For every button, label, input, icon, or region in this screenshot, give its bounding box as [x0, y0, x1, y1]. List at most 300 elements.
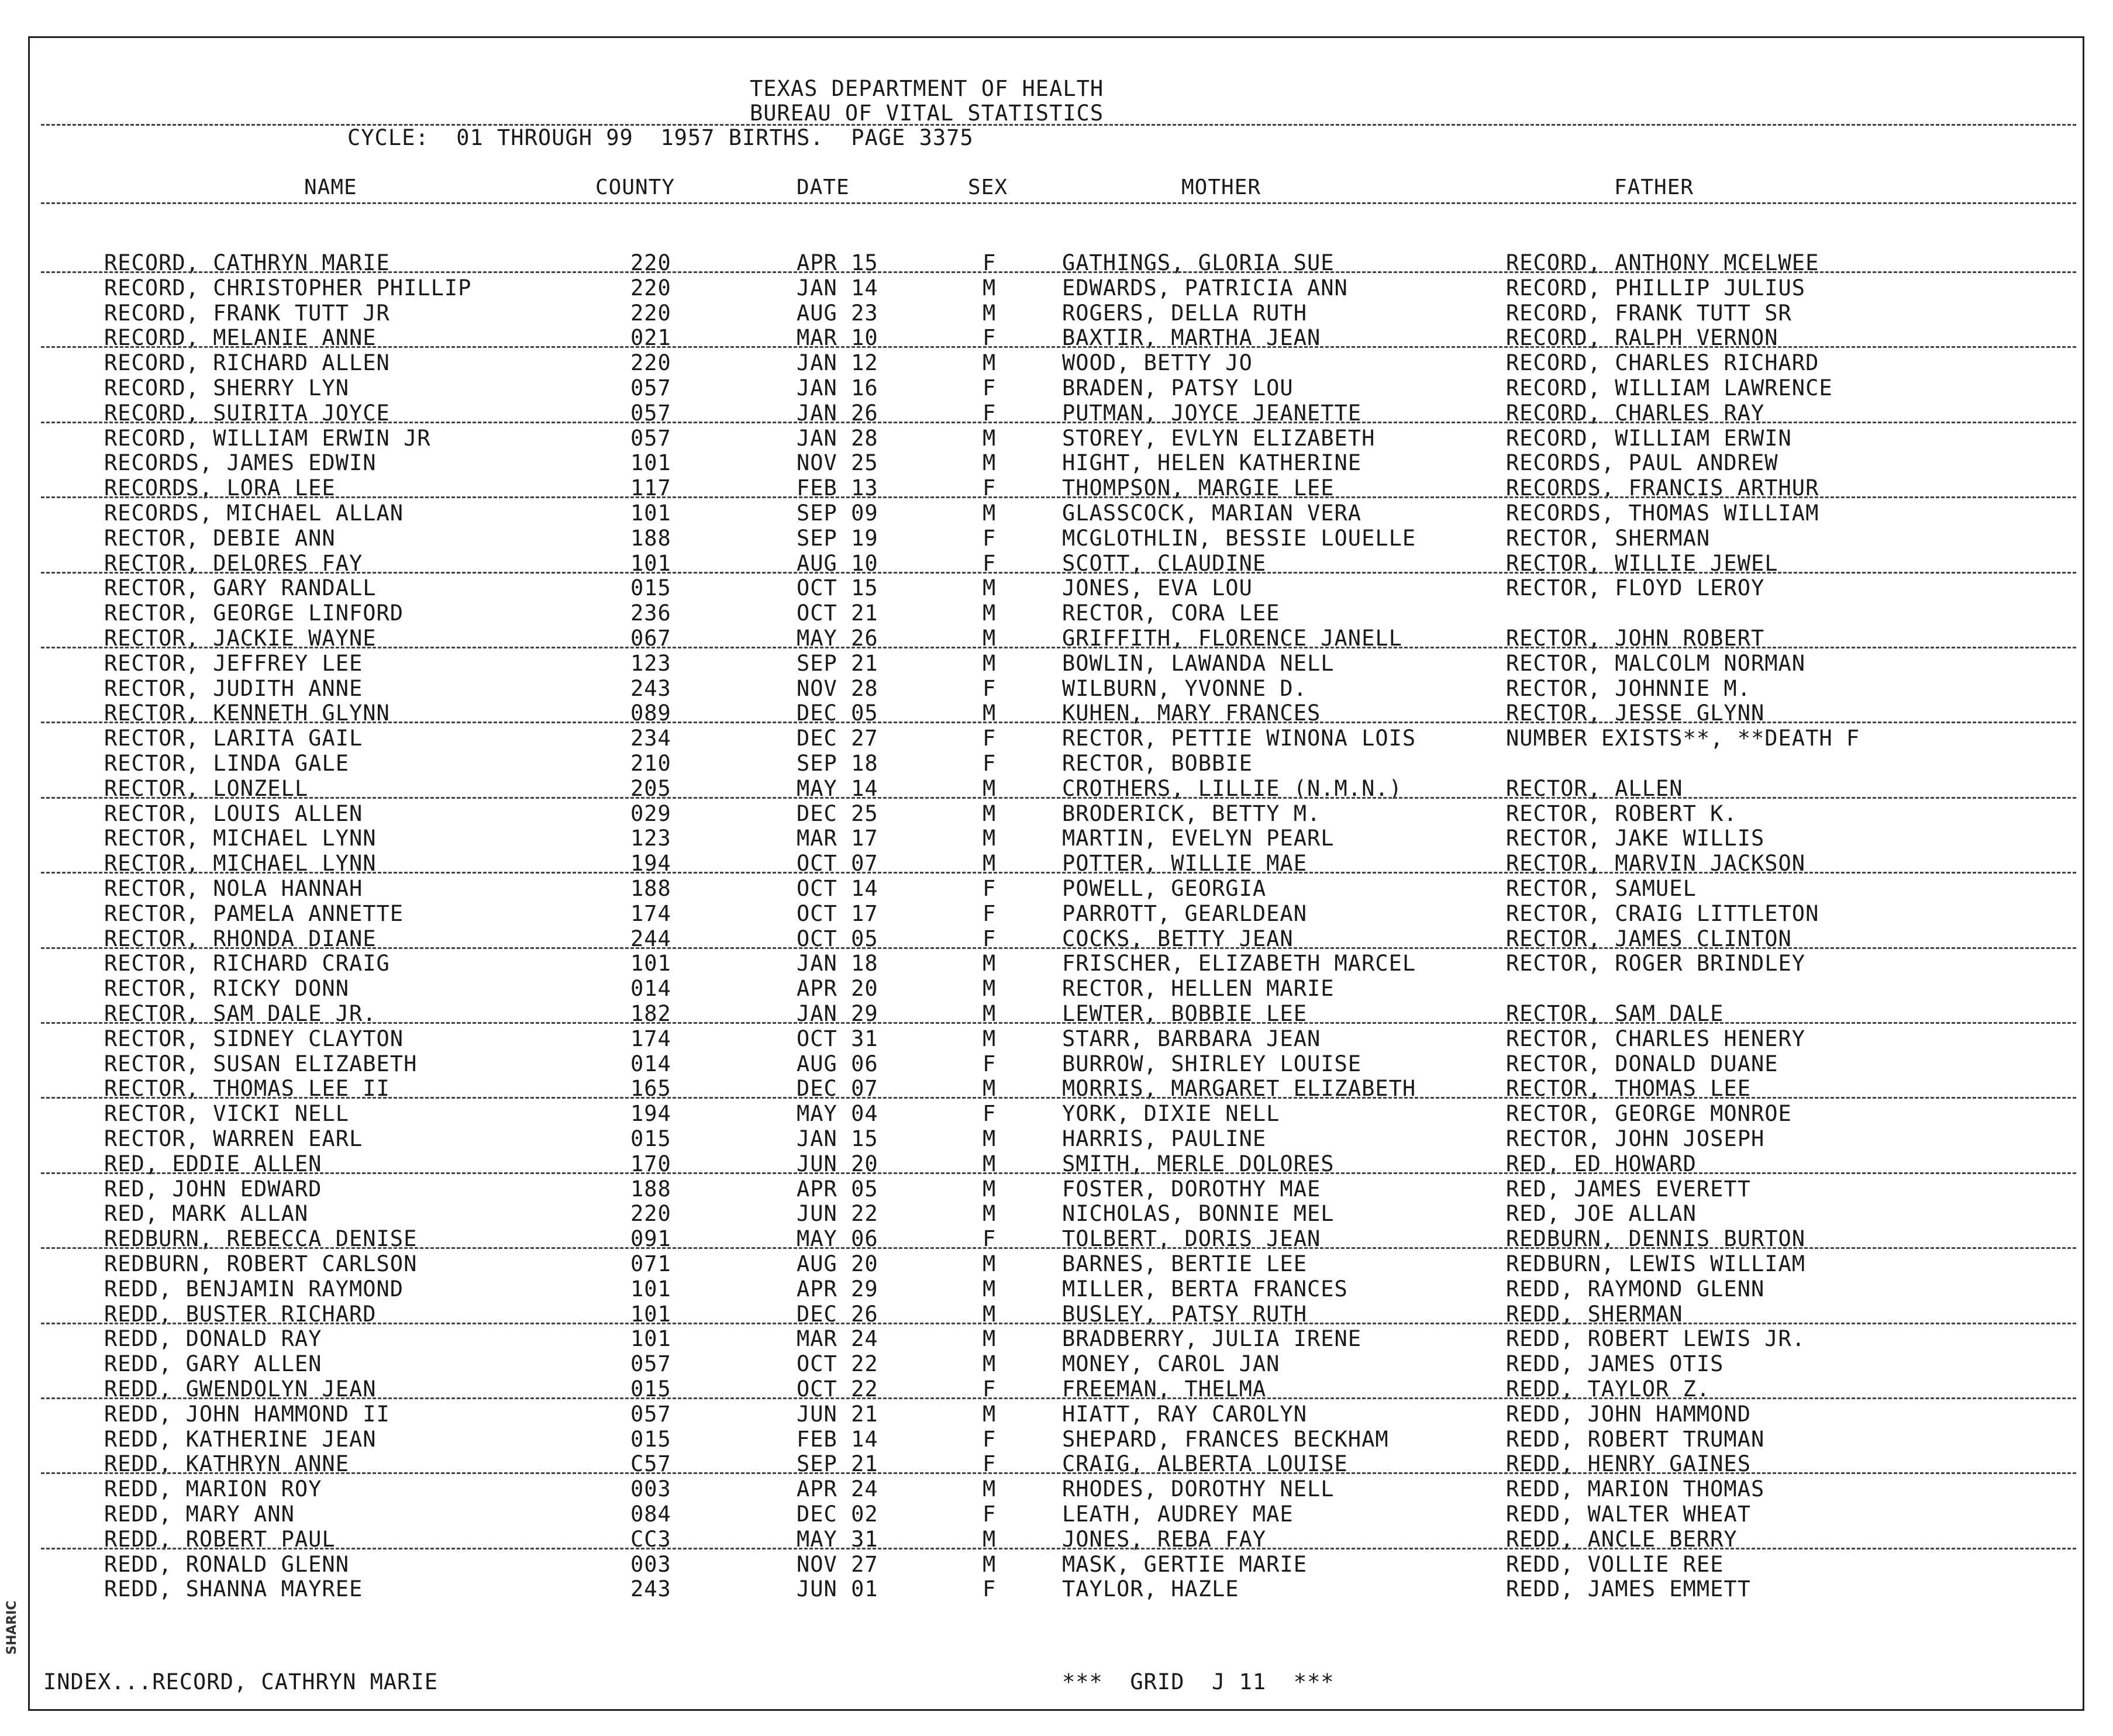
cell-father: REDD, HENRY GAINES	[1506, 1451, 1751, 1477]
cell-mother: BURROW, SHIRLEY LOUISE	[1062, 1051, 1362, 1076]
cell-mother: CROTHERS, LILLIE (N.M.N.)	[1062, 775, 1402, 801]
table-row	[0, 275, 2105, 301]
cell-date: MAY 06	[797, 1226, 878, 1252]
cell-mother: SCOTT, CLAUDINE	[1062, 550, 1267, 576]
row-group-divider	[41, 1022, 2076, 1024]
cell-name: RECTOR, DELORES FAY	[104, 550, 363, 576]
table-row	[0, 375, 2105, 401]
table-row	[0, 1051, 2105, 1076]
table-row	[0, 301, 2105, 326]
row-group-divider	[41, 797, 2076, 799]
cell-sex: F	[983, 1576, 997, 1602]
cell-mother: POTTER, WILLIE MAE	[1062, 851, 1307, 876]
cell-father: RED, JAMES EVERETT	[1506, 1176, 1751, 1202]
cell-sex: M	[983, 1351, 997, 1377]
cell-county: 015	[630, 1126, 671, 1151]
table-row	[0, 976, 2105, 1001]
cell-mother: LEWTER, BOBBIE LEE	[1062, 1001, 1307, 1026]
cell-father: RECTOR, DONALD DUANE	[1506, 1051, 1778, 1076]
cell-county: 220	[630, 1201, 671, 1227]
table-row	[0, 676, 2105, 701]
cell-name: RECTOR, MICHAEL LYNN	[104, 826, 377, 851]
cell-name: RECTOR, PAMELA ANNETTE	[104, 900, 404, 926]
cell-sex: M	[983, 501, 997, 526]
cell-name: RECTOR, LOUIS ALLEN	[104, 800, 363, 826]
cell-county: 057	[630, 1401, 671, 1427]
cell-name: REDD, SHANNA MAYREE	[104, 1576, 363, 1602]
cell-name: REDD, BENJAMIN RAYMOND	[104, 1276, 404, 1302]
cell-name: REDD, GARY ALLEN	[104, 1351, 322, 1377]
cell-date: OCT 22	[797, 1351, 878, 1377]
cell-name: RECORDS, MICHAEL ALLAN	[104, 501, 404, 526]
cell-date: APR 20	[797, 976, 878, 1002]
cell-father: RECTOR, FLOYD LEROY	[1506, 575, 1765, 601]
cell-sex: F	[983, 1101, 997, 1127]
cell-date: OCT 05	[797, 926, 878, 951]
cell-mother: HARRIS, PAULINE	[1062, 1126, 1267, 1151]
table-row	[0, 1126, 2105, 1151]
table-row	[0, 1476, 2105, 1502]
cell-father: RECTOR, ROBERT K.	[1506, 800, 1738, 826]
cell-father: RECTOR, CRAIG LITTLETON	[1506, 900, 1819, 926]
cell-mother: WILBURN, YVONNE D.	[1062, 675, 1307, 701]
cell-sex: M	[983, 1251, 997, 1276]
cell-mother: BOWLIN, LAWANDA NELL	[1062, 650, 1335, 676]
cell-father: RECTOR, JESSE GLYNN	[1506, 700, 1765, 726]
cell-date: OCT 15	[797, 575, 878, 601]
cell-county: 123	[630, 650, 671, 676]
cell-mother: BRADBERRY, JULIA IRENE	[1062, 1326, 1362, 1352]
table-row	[0, 1176, 2105, 1202]
cell-father: REDD, ROBERT LEWIS JR.	[1506, 1326, 1806, 1352]
cell-father: RED, ED HOWARD	[1506, 1151, 1697, 1176]
row-group-divider	[41, 422, 2076, 423]
table-row	[0, 1502, 2105, 1527]
cell-date: JUN 01	[797, 1576, 878, 1602]
cell-mother: JONES, EVA LOU	[1062, 575, 1253, 601]
cell-date: MAY 31	[797, 1526, 878, 1552]
cell-father: RECORD, PHILLIP JULIUS	[1506, 275, 1806, 301]
cell-sex: M	[983, 976, 997, 1002]
cell-father: RECTOR, JOHN JOSEPH	[1506, 1126, 1765, 1151]
cell-sex: M	[983, 1301, 997, 1327]
cell-mother: RECTOR, HELLEN MARIE	[1062, 976, 1335, 1002]
cell-county: 015	[630, 1426, 671, 1452]
cell-county: 117	[630, 475, 671, 501]
table-row	[0, 350, 2105, 375]
cell-date: APR 05	[797, 1176, 878, 1202]
cell-date: JUN 20	[797, 1151, 878, 1176]
cell-county: 220	[630, 275, 671, 301]
cell-county: 236	[630, 600, 671, 626]
row-group-divider	[41, 496, 2076, 498]
cell-mother: GLASSCOCK, MARIAN VERA	[1062, 501, 1362, 526]
cell-name: RECORD, CATHRYN MARIE	[104, 250, 390, 275]
cell-sex: M	[983, 450, 997, 476]
cell-name: RECTOR, LINDA GALE	[104, 751, 349, 776]
cell-county: 182	[630, 1001, 671, 1026]
table-row	[0, 1576, 2105, 1602]
table-row	[0, 1026, 2105, 1051]
cell-date: SEP 18	[797, 751, 878, 776]
cell-sex: M	[983, 1551, 997, 1577]
cell-mother: MASK, GERTIE MARIE	[1062, 1551, 1307, 1577]
col-header-date: DATE	[797, 175, 850, 199]
col-header-father: FATHER	[1614, 175, 1694, 199]
cell-date: JAN 28	[797, 425, 878, 451]
row-group-divider	[41, 647, 2076, 648]
table-row	[0, 575, 2105, 600]
cell-county: 101	[630, 951, 671, 976]
cell-father: RECTOR, WILLIE JEWEL	[1506, 550, 1778, 576]
cell-father: RECORD, RALPH VERNON	[1506, 325, 1778, 351]
cell-mother: LEATH, AUDREY MAE	[1062, 1502, 1294, 1527]
cell-date: SEP 21	[797, 650, 878, 676]
cell-county: 205	[630, 775, 671, 801]
cell-sex: F	[983, 1426, 997, 1452]
header-title: TEXAS DEPARTMENT OF HEALTH	[750, 76, 1104, 101]
col-header-name: NAME	[304, 175, 357, 199]
cell-name: REDD, DONALD RAY	[104, 1326, 322, 1352]
cell-county: 101	[630, 550, 671, 576]
col-header-county: COUNTY	[595, 175, 675, 199]
table-row	[0, 1276, 2105, 1302]
cell-county: CC3	[630, 1526, 671, 1552]
cell-date: MAY 14	[797, 775, 878, 801]
cell-sex: M	[983, 851, 997, 876]
cell-sex: F	[983, 375, 997, 401]
cell-county: 220	[630, 350, 671, 376]
cell-date: DEC 27	[797, 726, 878, 751]
cell-mother: BARNES, BERTIE LEE	[1062, 1251, 1307, 1276]
cell-sex: F	[983, 550, 997, 576]
cell-name: RECORDS, JAMES EDWIN	[104, 450, 377, 476]
cell-sex: M	[983, 1276, 997, 1302]
cell-name: RECORD, CHRISTOPHER PHILLIP	[104, 275, 472, 301]
row-group-divider	[41, 1397, 2076, 1399]
cell-sex: M	[983, 1326, 997, 1352]
table-row	[0, 450, 2105, 475]
row-group-divider	[41, 722, 2076, 723]
cell-mother: NICHOLAS, BONNIE MEL	[1062, 1201, 1335, 1227]
cell-sex: M	[983, 650, 997, 676]
table-row	[0, 876, 2105, 901]
cell-father: RECTOR, JAKE WILLIS	[1506, 826, 1765, 851]
row-group-divider	[41, 271, 2076, 273]
cell-name: REDD, ROBERT PAUL	[104, 1526, 336, 1552]
cell-sex: F	[983, 926, 997, 951]
cell-mother: FRISCHER, ELIZABETH MARCEL	[1062, 951, 1416, 976]
row-group-divider	[41, 1247, 2076, 1249]
cell-sex: M	[983, 1176, 997, 1202]
cell-father: RECTOR, ROGER BRINDLEY	[1506, 951, 1806, 976]
cell-father: REDBURN, DENNIS BURTON	[1506, 1226, 1806, 1252]
table-row	[0, 651, 2105, 676]
cell-sex: M	[983, 1126, 997, 1151]
cell-county: 210	[630, 751, 671, 776]
cell-mother: PARROTT, GEARLDEAN	[1062, 900, 1307, 926]
cell-father: RECTOR, SAM DALE	[1506, 1001, 1724, 1026]
cell-father: RECORDS, PAUL ANDREW	[1506, 450, 1778, 476]
table-row	[0, 1427, 2105, 1452]
cell-father: RECORD, ANTHONY MCELWEE	[1506, 250, 1819, 275]
cell-sex: M	[983, 575, 997, 601]
cell-county: 014	[630, 976, 671, 1002]
cell-name: RECORD, MELANIE ANNE	[104, 325, 377, 351]
cell-sex: M	[983, 600, 997, 626]
cell-county: 071	[630, 1251, 671, 1276]
cell-father: RECTOR, GEORGE MONROE	[1506, 1101, 1792, 1127]
table-row	[0, 1201, 2105, 1226]
cell-name: REDD, RONALD GLENN	[104, 1551, 349, 1577]
cell-father: RECTOR, SAMUEL	[1506, 876, 1697, 901]
cell-sex: M	[983, 1476, 997, 1502]
row-group-divider	[41, 947, 2076, 949]
row-group-divider	[41, 1472, 2076, 1474]
cell-mother: MCGLOTHLIN, BESSIE LOUELLE	[1062, 525, 1416, 551]
row-group-divider	[41, 346, 2076, 348]
cell-father: RECTOR, JOHNNIE M.	[1506, 675, 1751, 701]
cell-date: OCT 14	[797, 876, 878, 901]
cell-county: 067	[630, 626, 671, 651]
cell-sex: F	[983, 876, 997, 901]
cell-name: RECTOR, RHONDA DIANE	[104, 926, 377, 951]
cell-father: REDD, JAMES EMMETT	[1506, 1576, 1751, 1602]
cell-date: SEP 21	[797, 1451, 878, 1477]
cell-father: RECTOR, JAMES CLINTON	[1506, 926, 1792, 951]
cell-sex: M	[983, 275, 997, 301]
cell-county: 057	[630, 1351, 671, 1377]
row-group-divider	[41, 1172, 2076, 1174]
cell-father: RECORD, FRANK TUTT SR	[1506, 300, 1792, 326]
cell-county: 170	[630, 1151, 671, 1176]
cell-mother: RECTOR, BOBBIE	[1062, 751, 1253, 776]
cell-date: SEP 09	[797, 501, 878, 526]
cell-sex: F	[983, 751, 997, 776]
cell-sex: M	[983, 1026, 997, 1051]
cell-name: RED, MARK ALLAN	[104, 1201, 309, 1227]
cell-sex: M	[983, 700, 997, 726]
cell-county: 057	[630, 375, 671, 401]
cell-sex: F	[983, 675, 997, 701]
cell-county: 003	[630, 1476, 671, 1502]
cell-sex: F	[983, 1226, 997, 1252]
cell-mother: MONEY, CAROL JAN	[1062, 1351, 1280, 1377]
cell-mother: EDWARDS, PATRICIA ANN	[1062, 275, 1348, 301]
cell-mother: POWELL, GEORGIA	[1062, 876, 1267, 901]
cell-date: DEC 02	[797, 1502, 878, 1527]
cell-name: REDD, MARION ROY	[104, 1476, 322, 1502]
cell-mother: ROGERS, DELLA RUTH	[1062, 300, 1307, 326]
cell-mother: SMITH, MERLE DOLORES	[1062, 1151, 1335, 1176]
cell-name: RECTOR, GEORGE LINFORD	[104, 600, 404, 626]
cell-mother: JONES, REBA FAY	[1062, 1526, 1267, 1552]
cell-date: APR 24	[797, 1476, 878, 1502]
cell-father: REDD, TAYLOR Z.	[1506, 1376, 1711, 1402]
cell-father: RECTOR, ALLEN	[1506, 775, 1683, 801]
cell-date: AUG 10	[797, 550, 878, 576]
header-divider	[41, 124, 2076, 126]
cell-name: RECTOR, LONZELL	[104, 775, 309, 801]
cell-date: JAN 29	[797, 1001, 878, 1026]
cell-name: RECORD, SHERRY LYN	[104, 375, 349, 401]
cell-county: 089	[630, 700, 671, 726]
cell-mother: PUTMAN, JOYCE JEANETTE	[1062, 400, 1362, 426]
table-row	[0, 726, 2105, 751]
cycle-line: CYCLE: 01 THROUGH 99 1957 BIRTHS. PAGE 3375	[347, 125, 974, 150]
cell-name: REDBURN, ROBERT CARLSON	[104, 1251, 418, 1276]
cell-father: NUMBER EXISTS**, **DEATH F	[1506, 726, 1860, 751]
cell-county: 015	[630, 575, 671, 601]
cell-father: RECTOR, CHARLES HENERY	[1506, 1026, 1806, 1051]
cell-date: DEC 26	[797, 1301, 878, 1327]
column-header-divider	[41, 202, 2076, 204]
cell-date: DEC 25	[797, 800, 878, 826]
cell-name: RECORD, SUIRITA JOYCE	[104, 400, 390, 426]
table-row	[0, 1101, 2105, 1126]
cell-name: RECTOR, VICKI NELL	[104, 1101, 349, 1127]
cell-sex: F	[983, 325, 997, 351]
cell-father: RECTOR, MALCOLM NORMAN	[1506, 650, 1806, 676]
cell-mother: RHODES, DOROTHY NELL	[1062, 1476, 1335, 1502]
cell-date: AUG 20	[797, 1251, 878, 1276]
cell-father: REDD, JAMES OTIS	[1506, 1351, 1724, 1377]
cell-date: AUG 23	[797, 300, 878, 326]
cell-county: 220	[630, 300, 671, 326]
cell-name: RECORD, WILLIAM ERWIN JR	[104, 425, 431, 451]
cell-county: 123	[630, 826, 671, 851]
cell-date: DEC 07	[797, 1076, 878, 1102]
table-row	[0, 426, 2105, 451]
cell-name: RED, JOHN EDWARD	[104, 1176, 322, 1202]
cell-father: REDD, WALTER WHEAT	[1506, 1502, 1751, 1527]
cell-sex: F	[983, 525, 997, 551]
cell-name: RECORD, RICHARD ALLEN	[104, 350, 390, 376]
cell-county: 057	[630, 425, 671, 451]
cell-county: 101	[630, 501, 671, 526]
cell-name: RECTOR, MICHAEL LYNN	[104, 851, 377, 876]
cell-name: RECTOR, SIDNEY CLAYTON	[104, 1026, 404, 1051]
cell-sex: M	[983, 1151, 997, 1176]
cell-mother: RECTOR, CORA LEE	[1062, 600, 1280, 626]
cell-county: 188	[630, 876, 671, 901]
cell-name: RECTOR, RICKY DONN	[104, 976, 349, 1002]
cell-date: MAR 17	[797, 826, 878, 851]
side-label: SHARIC	[5, 1600, 19, 1655]
cell-date: JUN 22	[797, 1201, 878, 1227]
cell-date: MAY 26	[797, 626, 878, 651]
cell-county: 243	[630, 1576, 671, 1602]
cell-mother: COCKS, BETTY JEAN	[1062, 926, 1294, 951]
cell-date: FEB 14	[797, 1426, 878, 1452]
cell-county: C57	[630, 1451, 671, 1477]
table-row	[0, 901, 2105, 926]
cell-name: REDBURN, REBECCA DENISE	[104, 1226, 418, 1252]
table-row	[0, 801, 2105, 826]
cell-date: NOV 25	[797, 450, 878, 476]
cell-mother: RECTOR, PETTIE WINONA LOIS	[1062, 726, 1416, 751]
row-group-divider	[41, 572, 2076, 574]
footer-grid: *** GRID J 11 ***	[1062, 1669, 1335, 1694]
cell-mother: BAXTIR, MARTHA JEAN	[1062, 325, 1321, 351]
cell-mother: TAYLOR, HAZLE	[1062, 1576, 1239, 1602]
table-row	[0, 1326, 2105, 1351]
cell-county: 188	[630, 525, 671, 551]
cell-father: RECORDS, THOMAS WILLIAM	[1506, 501, 1819, 526]
cell-county: 220	[630, 250, 671, 275]
cell-name: REDD, KATHRYN ANNE	[104, 1451, 349, 1477]
cell-name: REDD, JOHN HAMMOND II	[104, 1401, 390, 1427]
cell-sex: F	[983, 1051, 997, 1076]
cell-mother: SHEPARD, FRANCES BECKHAM	[1062, 1426, 1389, 1452]
cell-sex: M	[983, 1201, 997, 1227]
cell-sex: F	[983, 726, 997, 751]
cell-county: 057	[630, 400, 671, 426]
cell-sex: M	[983, 350, 997, 376]
cell-date: JUN 21	[797, 1401, 878, 1427]
cell-county: 244	[630, 926, 671, 951]
cell-county: 101	[630, 1301, 671, 1327]
cell-sex: M	[983, 775, 997, 801]
cell-sex: M	[983, 826, 997, 851]
cell-county: 021	[630, 325, 671, 351]
row-group-divider	[41, 872, 2076, 874]
table-row	[0, 1251, 2105, 1276]
cell-mother: HIGHT, HELEN KATHERINE	[1062, 450, 1362, 476]
cell-name: RECTOR, KENNETH GLYNN	[104, 700, 390, 726]
cell-sex: M	[983, 1001, 997, 1026]
cell-name: RECTOR, WARREN EARL	[104, 1126, 363, 1151]
footer-index: INDEX...RECORD, CATHRYN MARIE	[43, 1669, 439, 1694]
cell-sex: M	[983, 1076, 997, 1102]
cell-sex: F	[983, 1451, 997, 1477]
cell-father: REDD, VOLLIE REE	[1506, 1551, 1724, 1577]
cell-date: MAY 04	[797, 1101, 878, 1127]
cell-date: OCT 07	[797, 851, 878, 876]
cell-father: RECORD, CHARLES RICHARD	[1506, 350, 1819, 376]
cell-date: JAN 15	[797, 1126, 878, 1151]
header-subtitle: BUREAU OF VITAL STATISTICS	[750, 101, 1104, 126]
cell-father: REDD, MARION THOMAS	[1506, 1476, 1765, 1502]
cell-county: 091	[630, 1226, 671, 1252]
cell-county: 194	[630, 851, 671, 876]
cell-father: RECORD, WILLIAM LAWRENCE	[1506, 375, 1833, 401]
table-row	[0, 751, 2105, 776]
cell-date: JAN 16	[797, 375, 878, 401]
cell-sex: F	[983, 250, 997, 275]
cell-mother: FREEMAN, THELMA	[1062, 1376, 1267, 1402]
table-row	[0, 1552, 2105, 1577]
cell-mother: GATHINGS, GLORIA SUE	[1062, 250, 1335, 275]
cell-name: RECTOR, SUSAN ELIZABETH	[104, 1051, 418, 1076]
cell-name: RECTOR, THOMAS LEE II	[104, 1076, 390, 1102]
cell-name: RECTOR, SAM DALE JR.	[104, 1001, 377, 1026]
cell-father: REDD, JOHN HAMMOND	[1506, 1401, 1751, 1427]
cell-mother: MARTIN, EVELYN PEARL	[1062, 826, 1335, 851]
cell-mother: HIATT, RAY CAROLYN	[1062, 1401, 1307, 1427]
cell-sex: M	[983, 626, 997, 651]
table-row	[0, 1402, 2105, 1427]
cell-sex: M	[983, 300, 997, 326]
cell-mother: THOMPSON, MARGIE LEE	[1062, 475, 1335, 501]
cell-father: RECTOR, SHERMAN	[1506, 525, 1711, 551]
cell-name: RECTOR, RICHARD CRAIG	[104, 951, 390, 976]
cell-date: JAN 12	[797, 350, 878, 376]
cell-father: REDD, ROBERT TRUMAN	[1506, 1426, 1765, 1452]
cell-father: RECTOR, JOHN ROBERT	[1506, 626, 1765, 651]
cell-mother: FOSTER, DOROTHY MAE	[1062, 1176, 1321, 1202]
cell-father: REDD, SHERMAN	[1506, 1301, 1683, 1327]
